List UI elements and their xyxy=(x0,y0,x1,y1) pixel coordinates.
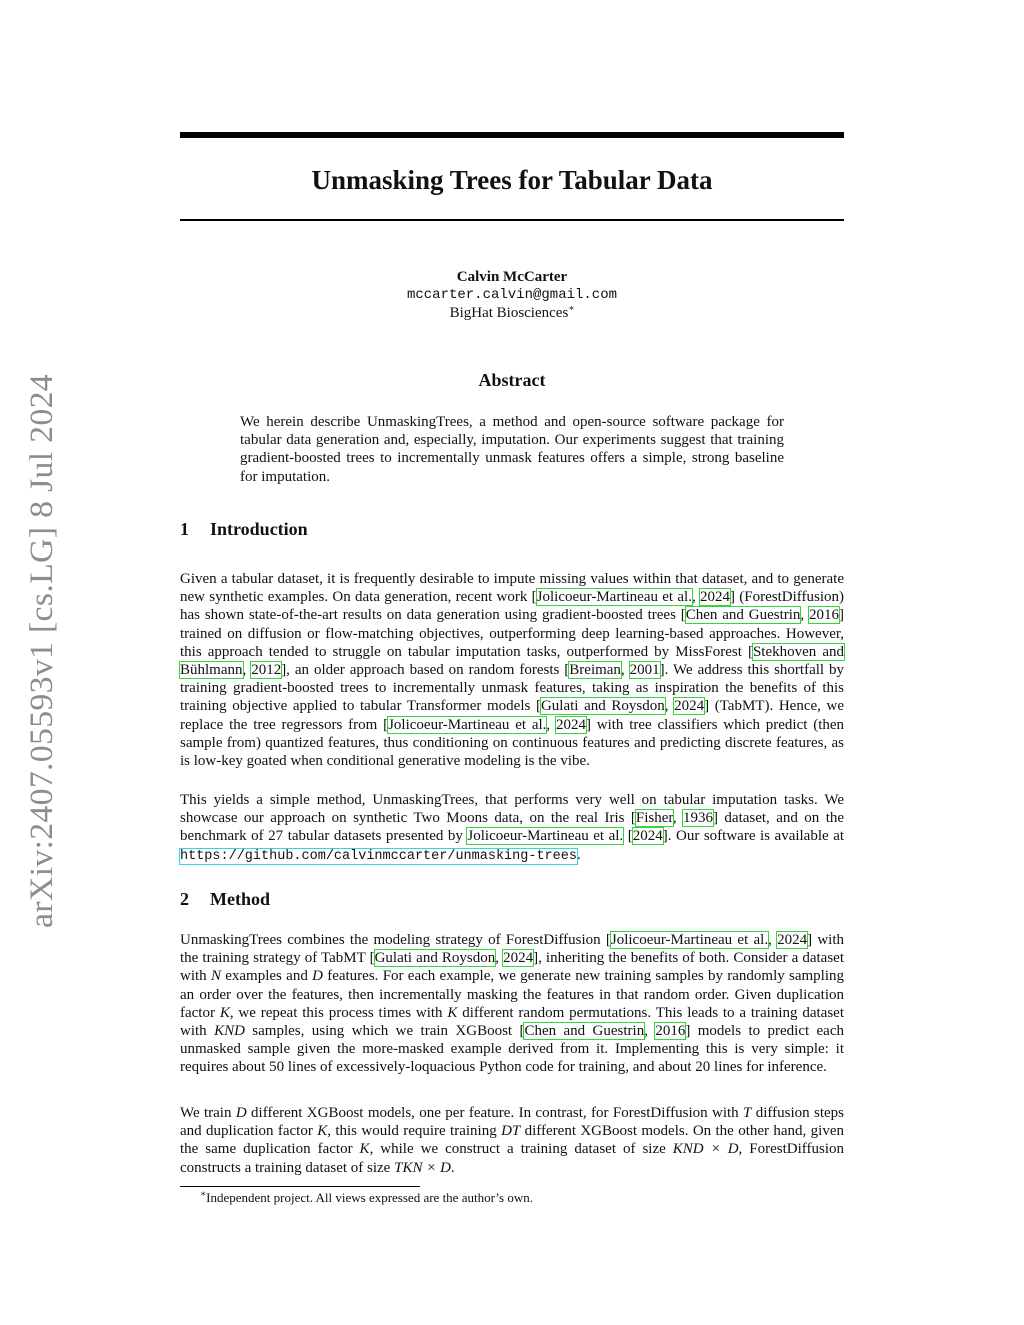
text-run: different XGBoost models, one per feature. In contrast, for ForestDiffusion with xyxy=(246,1105,744,1121)
affiliation-text: BigHat Biosciences xyxy=(449,305,569,321)
citation-link[interactable]: Gulati and Roysdon xyxy=(374,950,496,967)
citation-year-link[interactable]: 2012 xyxy=(251,662,282,679)
title-rule-top xyxy=(180,132,844,138)
text-run: features. For each example, we generate new training samples by randomly sampling an order over the features, then incrementally masking the features in that random order. Given duplication factor xyxy=(180,968,845,1021)
text-run: samples, using which we train XGBoost [ xyxy=(244,1023,525,1040)
section-title: Introduction xyxy=(210,519,308,539)
text-run: , xyxy=(800,607,809,624)
text-run: [ xyxy=(623,828,633,845)
arxiv-stamp-svg xyxy=(12,372,64,928)
math-variable: K xyxy=(359,1141,370,1158)
section-title: Method xyxy=(210,889,270,909)
text-run: This yields a simple method, UnmaskingTrees, that performs very well on tabular imputation tasks. We showcase our approach on synthetic Two Moons data, on the real Iris [ xyxy=(180,792,844,827)
text-run: ] with tree classifiers which predict (then sample from) quantized features, thus conditioning on continuous features and predicting discrete features, as is low-key goated when conditional generative modeling is the vibe. xyxy=(180,716,845,770)
citation-link[interactable]: Jolicoeur-Martineau et al. xyxy=(467,828,624,845)
arxiv-identifier-stamp xyxy=(12,372,64,928)
math-variable: K xyxy=(317,1123,328,1140)
section-number: 1 xyxy=(180,519,189,539)
citation-year-link[interactable]: 2001 xyxy=(629,662,660,679)
citation-link[interactable]: Gulati and Roysdon xyxy=(540,698,665,715)
citation-year-link[interactable]: 2024 xyxy=(700,589,731,606)
footnote-text: Independent project. All views expressed are the author’s own. xyxy=(206,1190,533,1205)
text-run: examples and xyxy=(220,968,313,985)
author-email[interactable]: mccarter.calvin@gmail.com xyxy=(406,287,618,303)
text-run: , xyxy=(644,1023,656,1040)
text-run: , xyxy=(768,932,778,948)
text-run: ], inheriting the benefits of both. Consider a dataset with xyxy=(180,950,844,985)
math-variable: D xyxy=(312,968,323,985)
title-rule-bottom xyxy=(180,219,844,221)
math-variable: KND xyxy=(214,1023,245,1040)
text-run: , ForestDiffusion constructs a training dataset of size xyxy=(180,1141,845,1176)
text-run: ] (ForestDiffusion) has shown state-of-the-art results on data generation using gradient-boosted trees [ xyxy=(180,589,845,624)
citation-link[interactable]: Breiman xyxy=(569,662,621,679)
abstract-heading: Abstract xyxy=(478,370,546,390)
citation-year-link[interactable]: 2016 xyxy=(655,1023,686,1040)
footnote-mark: ∗ xyxy=(200,1188,207,1199)
text-run: ] models to predict each unmasked sample given the more-masked example derived from it. Implementing this is very simple: it requires about 50 lines of excessively-loquacious Python code for training, and about 20 lines for inference. xyxy=(180,1023,845,1076)
text-run: , xyxy=(242,662,252,679)
method-paragraph-1 xyxy=(180,931,844,1077)
math-variable: K xyxy=(219,1004,230,1021)
author-affiliation xyxy=(180,304,844,322)
citation-link[interactable]: Chen and Guestrin xyxy=(685,607,801,624)
text-run: ] with the training strategy of TabMT [ xyxy=(180,932,844,967)
section-heading-introduction xyxy=(180,519,308,540)
text-run: ] trained on diffusion or flow-matching objectives, outperforming deep learning-based approaches. However, this approach tended to struggle on tabular imputation tasks, outperformed by MissForest [ xyxy=(180,607,844,660)
text-run: , this would require training xyxy=(327,1123,502,1140)
author-block xyxy=(180,268,844,322)
text-run: We train xyxy=(180,1105,236,1121)
citation-year-link[interactable]: 2024 xyxy=(555,716,586,733)
citation-year-link[interactable]: 1936 xyxy=(683,810,713,827)
math-variable: T xyxy=(743,1105,752,1121)
intro-paragraph-2 xyxy=(180,791,844,866)
citation-year-link[interactable]: 2024 xyxy=(777,932,808,948)
text-run: ], an older approach based on random forests [ xyxy=(281,662,570,679)
arxiv-id-text: arXiv:2407.05593v1 [cs.LG] 8 Jul 2024 xyxy=(24,387,60,928)
math-variable: DT xyxy=(501,1123,521,1140)
math-variable: K xyxy=(447,1004,458,1021)
text-run: ]. Our software is available at xyxy=(662,828,845,845)
math-expression: TKN × D xyxy=(394,1159,451,1176)
paper-title: Unmasking Trees for Tabular Data xyxy=(311,165,713,195)
affiliation-footnote-mark[interactable]: ∗ xyxy=(568,303,575,313)
text-run: . xyxy=(576,846,581,863)
footnote-rule xyxy=(180,1186,420,1187)
citation-link[interactable]: Stekhoven and Bühlmann xyxy=(180,643,844,679)
citation-link[interactable]: Jolicoeur-Martineau et al. xyxy=(536,589,692,606)
text-run: ] (TabMT). Hence, we replace the tree regressors from [ xyxy=(180,698,845,733)
abstract-text: We herein describe UnmaskingTrees, a method and open-source software package for tabular data generation and, especially, imputation. Our experiments suggest that training gradient-boosted trees to incrementally unmask features offers a simple, strong baseline for imputation. xyxy=(240,414,784,485)
text-run: different XGBoost models. On the other hand, given the same duplication factor xyxy=(180,1123,844,1158)
citation-link[interactable]: Fisher xyxy=(635,810,673,827)
text-run: Given a tabular dataset, it is frequently desirable to impute missing values within that dataset, and to generate new synthetic examples. On data generation, recent work [ xyxy=(180,571,844,606)
text-run: , xyxy=(691,589,701,606)
text-run: , xyxy=(620,662,630,679)
citation-link[interactable]: Jolicoeur-Martineau et al. xyxy=(610,932,769,948)
text-run: ]. We address this shortfall by training gradient-boosted trees to incrementally unmask features, taking as inspiration the benefits of this training objective applied to tabular Transformer models [ xyxy=(180,662,845,715)
citation-year-link[interactable]: 2024 xyxy=(674,698,705,715)
author-name: Calvin McCarter xyxy=(456,269,568,285)
text-run: , xyxy=(495,950,504,967)
citation-year-link[interactable]: 2024 xyxy=(632,828,663,845)
citation-year-link[interactable]: 2024 xyxy=(503,950,534,967)
method-paragraph-2 xyxy=(180,1104,844,1177)
math-variable: N xyxy=(210,968,221,985)
software-url-link[interactable]: https://github.com/calvinmccarter/unmasking-trees xyxy=(180,848,577,864)
citation-year-link[interactable]: 2016 xyxy=(809,607,839,624)
text-run: different random permutations. This leads to a training dataset with xyxy=(180,1004,844,1040)
citation-link[interactable]: Chen and Guestrin xyxy=(524,1023,645,1040)
text-run: , we repeat this process times with xyxy=(229,1004,448,1021)
text-run: UnmaskingTrees combines the modeling strategy of ForestDiffusion [ xyxy=(180,932,611,948)
math-expression: KND × D xyxy=(672,1141,739,1158)
text-run: , xyxy=(664,698,675,715)
text-run: , while we construct a training dataset of size xyxy=(369,1141,673,1158)
citation-link[interactable]: Jolicoeur-Martineau et al. xyxy=(388,716,547,733)
text-run: , xyxy=(546,716,556,733)
section-heading-method xyxy=(180,889,270,910)
section-number: 2 xyxy=(180,889,189,909)
math-variable: D xyxy=(235,1105,247,1121)
text-run: diffusion steps and duplication factor xyxy=(180,1105,844,1140)
footnote xyxy=(200,1190,533,1206)
text-run: . xyxy=(450,1159,455,1176)
text-run: ] dataset, and on the benchmark of 27 tabular datasets presented by xyxy=(180,810,845,845)
intro-paragraph-1 xyxy=(180,570,844,770)
text-run: , xyxy=(672,810,683,827)
